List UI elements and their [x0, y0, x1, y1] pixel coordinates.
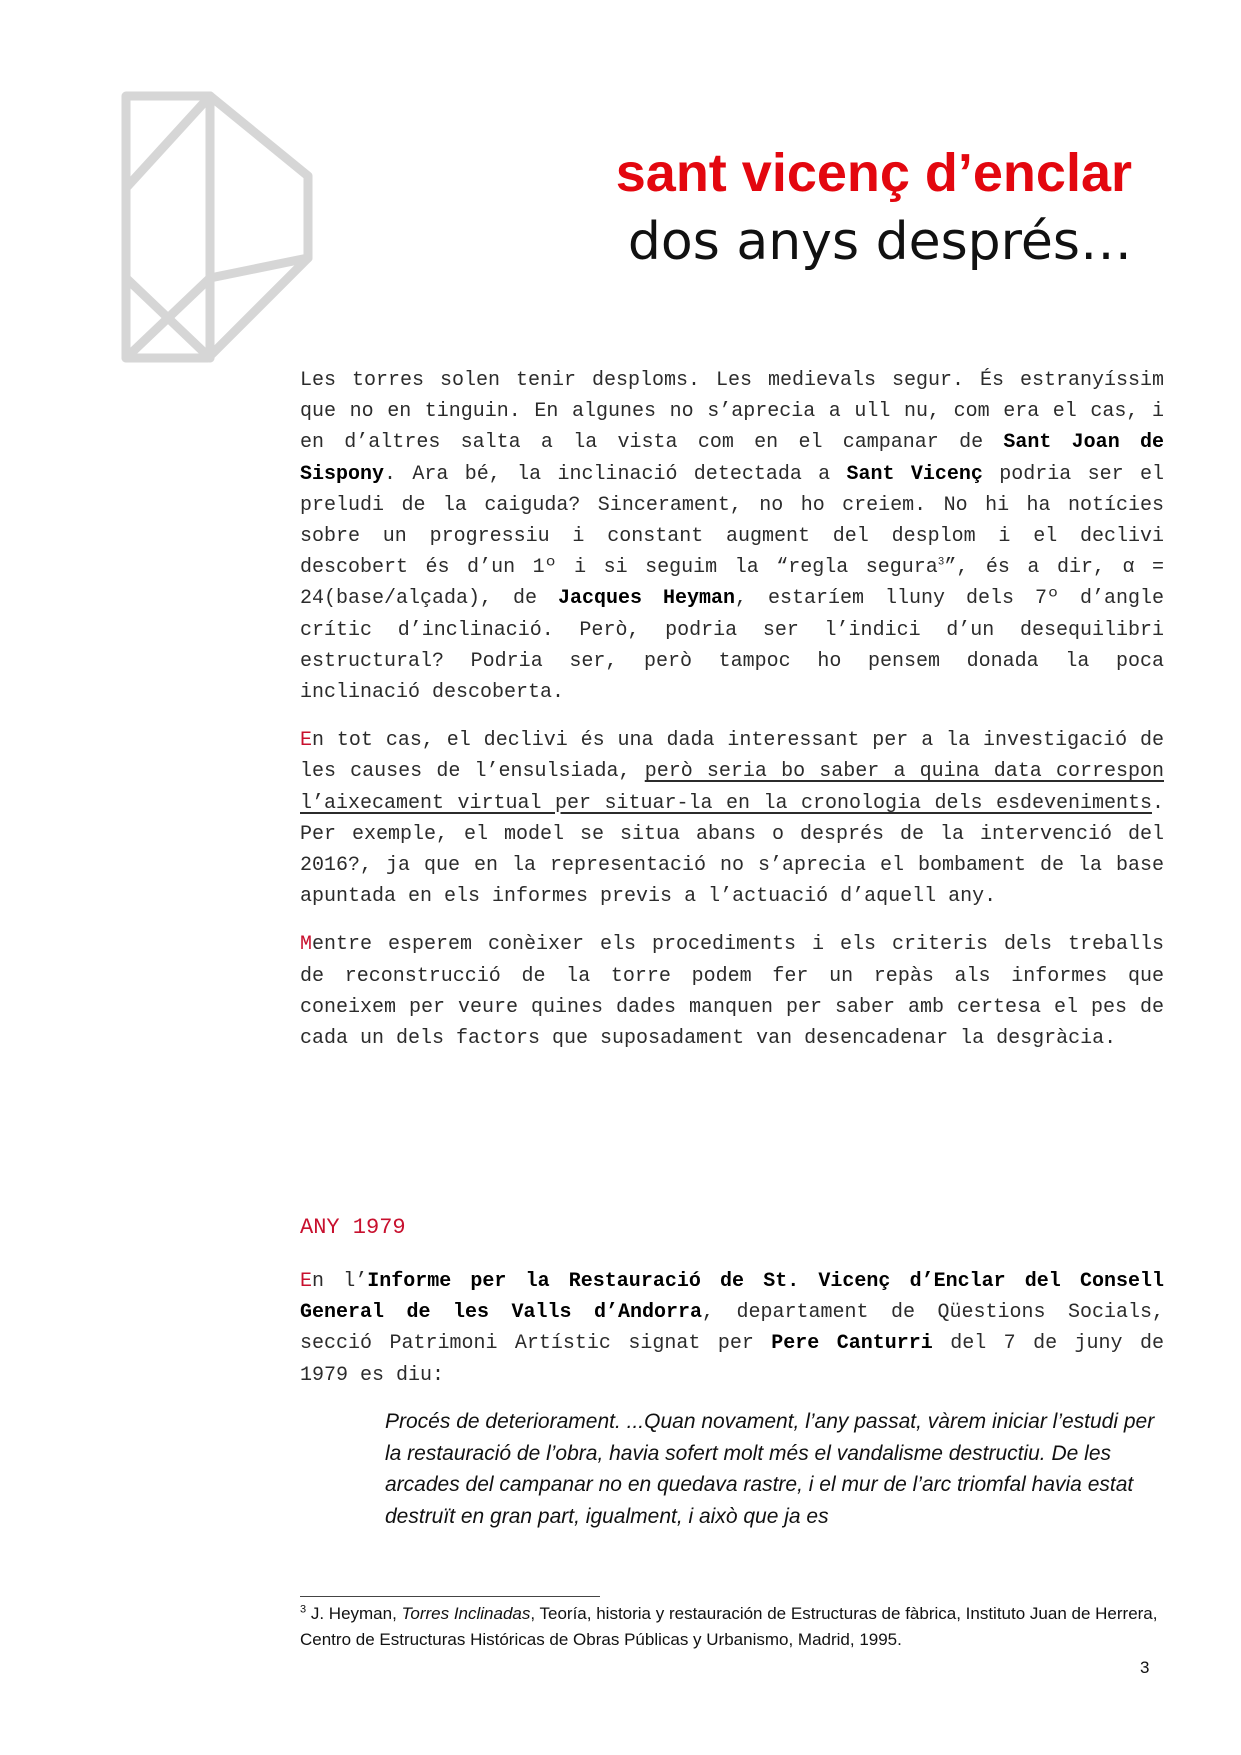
page-title: sant vicenç d’enclar — [615, 143, 1132, 203]
paragraph-2 — [300, 725, 1164, 912]
underlined-text: però seria bo saber a quina data correspon l’aixecament virtual per situar-la en la cronologia dels esdeveniments — [300, 760, 1164, 815]
bold-text: Sant Vicenç — [846, 462, 983, 486]
footnote-number: 3 — [300, 1603, 307, 1616]
drop-cap: E — [300, 1270, 313, 1293]
bold-text: Informe per la Restauració de St. Vicenç d’Enclar del Consell General de les Valls d’Andorra — [300, 1270, 1164, 1325]
italic-text: Torres Inclinadas — [401, 1604, 531, 1623]
title-block — [420, 140, 1132, 276]
text: ”, és a dir, α = 24(base/alçada), de — [300, 556, 1164, 611]
paragraph-3 — [300, 929, 1164, 1054]
paragraph-4 — [300, 1266, 1164, 1391]
section-heading: ANY 1979 — [300, 1215, 406, 1240]
page-subtitle: dos anys després… — [627, 212, 1132, 272]
text: entre esperem conèixer els procediments i els criteris dels treballs de reconstrucció de la torre podem fer un repàs als informes que coneixem per veure quines dades manquen per saber amb certesa el pes de cada un dels factors que suposadament van desencadenar la desgràcia. — [300, 933, 1164, 1051]
block-quote: Procés de deteriorament. ...Quan novament, l’any passat, vàrem iniciar l’estudi per la restauració de l’obra, havia sofert molt més el vandalisme destructiu. De les arcades del campanar no en quedava rastre, i el mur de l’arc triomfal havia estat destruït en gran part, igualment, i això que ja es — [385, 1410, 1155, 1528]
text: n l’ — [312, 1270, 368, 1293]
drop-cap: E — [300, 729, 313, 753]
footnote-divider — [300, 1596, 600, 1597]
text: del 7 de juny de 1979 es diu: — [300, 1332, 1164, 1387]
section-body — [300, 1266, 1164, 1408]
text: Les torres solen tenir desploms. Les medievals segur. És estranyíssim que no en tinguin. En algunes no s’aprecia a ull nu, com era el cas, i en d’altres salta a la vista com en el campanar de — [300, 369, 1164, 455]
paragraph-1 — [300, 365, 1164, 708]
text: . Per exemple, el model se situa abans o després de la intervenció del 2016?, ja que en la representació no s’aprecia el bombament de la base apuntada en els informes previs a l’actuació d’aquell any. — [300, 791, 1164, 909]
text: podria ser el preludi de la caiguda? Sincerament, no ho creiem. No hi ha notícies sobre un progressiu i constant augment del desplom i el declivi descobert és d’un 1º i si seguim la “regla segura — [300, 462, 1164, 580]
logo-outline-icon — [118, 88, 314, 368]
bold-text: Pere Canturri — [771, 1332, 933, 1356]
article-body — [300, 365, 1164, 1071]
text: J. Heyman, — [306, 1604, 402, 1623]
bold-text: Sant Joan de Sispony — [300, 431, 1164, 486]
text: , estaríem lluny dels 7º d’angle crític d’inclinació. Però, podria ser l’indici d’un desequilibri estructural? Podria ser, però tampoc ho pensem donada la poca inclinació descoberta. — [300, 587, 1165, 705]
footnote-ref[interactable]: 3 — [937, 556, 945, 569]
text: , departament de Qüestions Socials, secció Patrimoni Artístic signat per — [300, 1301, 1164, 1356]
drop-cap: M — [300, 933, 313, 957]
footnote — [300, 1601, 1162, 1653]
text: n tot cas, el declivi és una dada interessant per a la investigació de les causes de l’ensulsiada, — [300, 729, 1164, 784]
bold-text: Jacques Heyman — [558, 587, 736, 611]
text: . Ara bé, la inclinació detectada a — [384, 462, 847, 486]
page-number: 3 — [1140, 1658, 1150, 1677]
text: , Teoría, historia y restauración de Estructuras de fàbrica, Instituto Juan de Herrera, Centro de Estructuras Históricas de Obras Públicas y Urbanismo, Madrid, 1995. — [300, 1604, 1158, 1649]
